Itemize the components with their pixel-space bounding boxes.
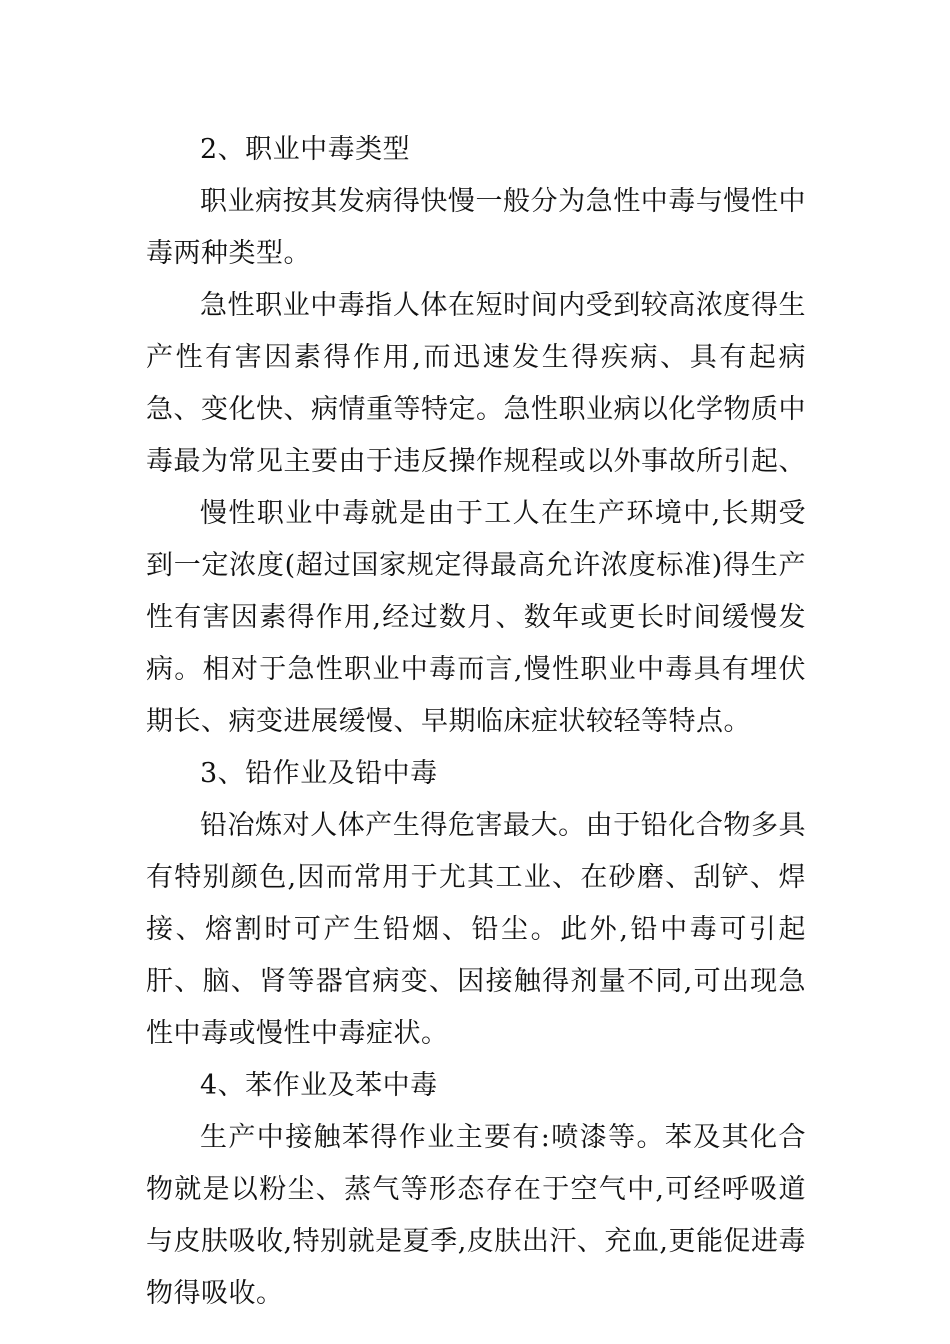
section-heading-benzene-poisoning: 4、苯作业及苯中毒 — [200, 1070, 438, 1101]
section-heading-lead-poisoning: 3、铅作业及铅中毒 — [200, 758, 438, 789]
document-body — [146, 124, 806, 1320]
paragraph-chronic-poisoning: 慢性职业中毒就是由于工人在生产环境中,长期受到一定浓度(超过国家规定得最高允许浓度标准)得生产性有害因素得作用,经过数月、数年或更长时间缓慢发病。相对于急性职业中毒而言,慢性职业中毒具有埋伏期长、病变进展缓慢、早期临床症状较轻等特点。 — [146, 498, 806, 737]
paragraph-acute-poisoning: 急性职业中毒指人体在短时间内受到较高浓度得生产性有害因素得作用,而迅速发生得疾病、具有起病急、变化快、病情重等特定。急性职业病以化学物质中毒最为常见主要由于违反操作规程或以外事故所引起、 — [146, 290, 806, 477]
section-heading-occupational-poisoning-types: 2、职业中毒类型 — [200, 134, 411, 165]
paragraph-benzene-exposure: 生产中接触苯得作业主要有:喷漆等。苯及其化合物就是以粉尘、蒸气等形态存在于空气中,可经呼吸道与皮肤吸收,特别就是夏季,皮肤出汗、充血,更能促进毒物得吸收。 — [146, 1122, 806, 1309]
paragraph-lead-hazards: 铅冶炼对人体产生得危害最大。由于铅化合物多具有特别颜色,因而常用于尤其工业、在砂磨、刮铲、焊接、熔割时可产生铅烟、铅尘。此外,铅中毒可引起肝、脑、肾等器官病变、因接触得剂量不同,可出现急性中毒或慢性中毒症状。 — [146, 810, 806, 1049]
paragraph-poisoning-classification: 职业病按其发病得快慢一般分为急性中毒与慢性中毒两种类型。 — [146, 186, 806, 269]
